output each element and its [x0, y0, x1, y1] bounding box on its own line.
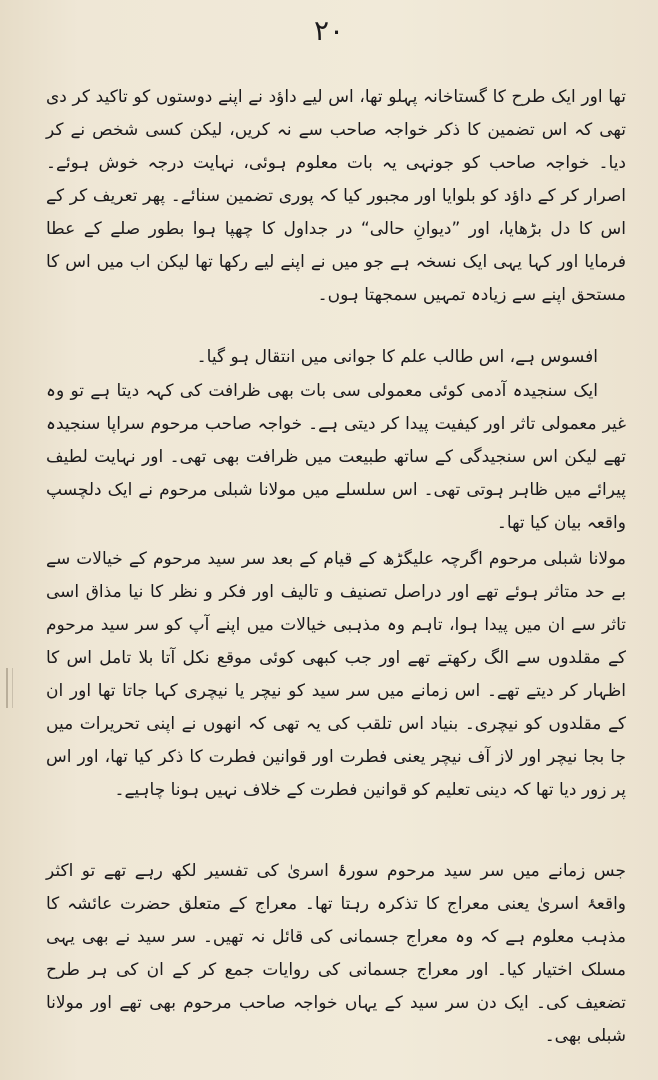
paragraph-1: تھا اور ایک طرح کا گستاخانہ پہلو تھا، اس لیے داؤد نے اپنے دوستوں کو تاکید کر دی تھی کہ اس تضمین کا ذکر خواجہ صاحب سے نہ کریں، لیکن کسی شخص نے کر دیا۔ خواجہ صاحب کو جونہی یہ بات معلوم ہوئی، نہایت درجہ خوش ہوئے۔ اصرار کر کے داؤد کو بلوایا اور مجبور کیا کہ پوری تضمین سنائے۔ پھر تعریف کر کے اس کا دل بڑھایا، اور ”دیوانِ حالی“ در جداول کا چھپا ہوا بطور صلے کے عطا فرمایا اور کہا یہی ایک نسخہ ہے جو میں نے اپنے لیے رکھا تھا لیکن اب میں اس کا مستحق اپنے سے زیادہ تمہیں سمجھتا ہوں۔: [46, 87, 626, 305]
paragraph-5: جس زمانے میں سر سید مرحوم سورۂ اسریٰ کی تفسیر لکھ رہے تھے تو اکثر واقعۂ اسریٰ یعنی معراج کا تذکرہ رہتا تھا۔ معراج کے متعلق حضرت عائشہ کا مذہب معلوم ہے کہ وہ معراج جسمانی کی قائل نہ تھیں۔ سر سید نے بھی یہی مسلک اختیار کیا۔ اور معراج جسمانی کی روایات جمع کر کے ان کی ہر طرح تضعیف کی۔ ایک دن سر سید کے یہاں خواجہ صاحب مرحوم بھی تھے اور مولانا شبلی بھی۔: [46, 861, 626, 1046]
paragraph-4: مولانا شبلی مرحوم اگرچہ علیگڑھ کے قیام کے بعد سر سید مرحوم کے خیالات سے بے حد متاثر ہوئے تھے اور دراصل تصنیف و تالیف اور فکر و نظر کا نیا مذاق اسی تاثر سے ان میں پیدا ہوا، تاہم وہ مذہبی خیالات میں اپنے آپ کو سر سید مرحوم کے مقلدوں سے الگ رکھتے تھے اور جب کبھی کوئی موقع نکل آتا بلا تامل اس کا اظہار کر دیتے تھے۔ اس زمانے میں سر سید کو نیچر یا نیچری کہا جاتا تھا اور ان کے مقلدوں کو نیچری۔ بنیاد اس تلقب کی یہ تھی کہ انھوں نے اپنی تحریرات میں جا بجا نیچر اور لاز آف نیچر یعنی فطرت اور قوانین فطرت کا ذکر کیا تھا، اور اس پر زور دیا تھا کہ دینی تعلیم کو قوانین فطرت کے خلاف نہیں ہونا چاہیے۔: [46, 549, 626, 800]
page-number: ۲۰: [313, 14, 345, 47]
paragraph-3: ایک سنجیدہ آدمی کوئی معمولی سی بات بھی ظرافت کی کہہ دیتا ہے تو وہ غیر معمولی تاثر اور کیفیت پیدا کر دیتی ہے۔ خواجہ صاحب مرحوم سراپا سنجیدہ تھے لیکن اس سنجیدگی کے ساتھ طبیعت میں ظرافت بھی تھی۔ اور نہایت لطیف پیرائے میں ظاہر ہوتی تھی۔ اس سلسلے میں مولانا شبلی مرحوم نے ایک دلچسپ واقعہ بیان کیا تھا۔: [46, 381, 626, 533]
paragraph-2: افسوس ہے، اس طالب علم کا جوانی میں انتقال ہو گیا۔: [196, 347, 598, 367]
binding-mark: [6, 668, 13, 708]
